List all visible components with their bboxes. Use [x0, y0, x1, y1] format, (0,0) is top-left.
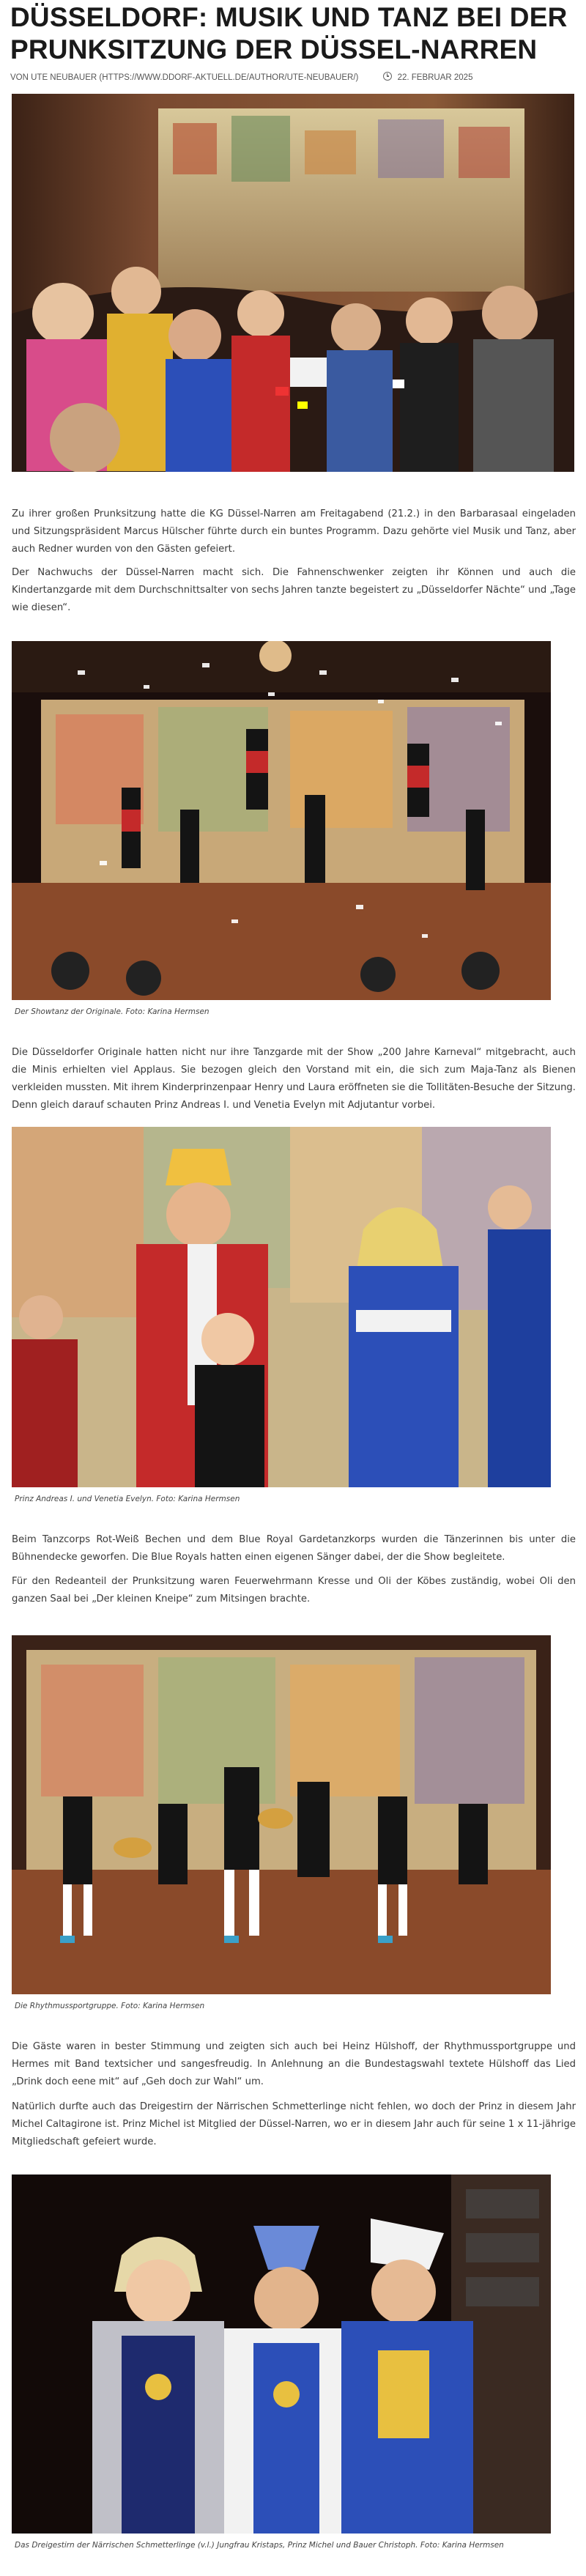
clock-icon [383, 72, 392, 81]
paragraph-2: Der Nachwuchs der Düssel-Narren macht sich. Die Fahnenschwenker zeigten ihr Können und auch die Kindertanzgarde mit dem Durchschnittsalter von sechs Jahren tanzte begeistert zu „Düsseldorfer Nächte“ und „Tage wie diesen“. [12, 567, 576, 613]
photo-audience-illustration [12, 94, 574, 472]
article-title: DÜSSELDORF: MUSIK UND TANZ BEI DER PRUNKSITZUNG DER DÜSSEL-NARREN [10, 2, 568, 64]
caption-2: Prinz Andreas I. und Venetia Evelyn. Foto: Karina Hermsen [15, 1495, 240, 1503]
paragraph-4: Beim Tanzcorps Rot-Weiß Bechen und dem Blue Royal Gardetanzkorps wurden die Tänzerinnen bis unter die Bühnendecke geworfen. Die Blue Royals hatten einen eigenen Sänger dabei, der die Show begleitete. [12, 1534, 576, 1563]
article-date-wrap [383, 71, 473, 84]
photo-dreigestirn-illustration [12, 2175, 551, 2534]
photo-rhythmussportgruppe [12, 1635, 551, 1994]
article-date: 22. FEBRUAR 2025 [397, 73, 473, 82]
paragraph-3: Die Düsseldorfer Originale hatten nicht nur ihre Tanzgarde mit der Show „200 Jahre Karneval“ mitgebracht, auch die Minis erhielten viel Applaus. Sie bezogen gleich den Vorstand mit ein, die sich zum Maja-Tanz als Bienen verkleiden mussten. Mit ihrem Kinderprinzenpaar Henry und Laura eröffneten sie die Tollitäten-Besuche der Sitzung. Denn gleich darauf schauten Prinz Andreas I. und Venetia Evelyn mit Adjutantur vorbei. [12, 1047, 576, 1111]
photo-dreigestirn [12, 2175, 551, 2534]
photo-audience [12, 94, 574, 472]
article-author[interactable]: VON UTE NEUBAUER (HTTPS://WWW.DDORF-AKTUELL.DE/AUTHOR/UTE-NEUBAUER/) [10, 73, 359, 82]
paragraph-1: Zu ihrer großen Prunksitzung hatte die KG Düssel-Narren am Freitagabend (21.2.) in den Barbarasaal eingeladen und Sitzungspräsident Marcus Hülscher führte durch ein buntes Programm. Dazu gehörte viel Musik und Tanz, aber auch Redner wurden von den Gästen gefeiert. [12, 508, 576, 555]
photo-showtanz-illustration [12, 641, 551, 1000]
article-meta [10, 71, 576, 84]
paragraph-6: Die Gäste waren in bester Stimmung und zeigten sich auch bei Heinz Hülshoff, der Rhythmussportgruppe und Hermes mit Band textsicher und sangesfreudig. In Anlehnung an die Bundestagswahl textete Hülshoff das Lied „Drink doch eene mit“ auf „Geh doch zur Wahl“ um. [12, 2041, 576, 2087]
caption-1: Der Showtanz der Originale. Foto: Karina Hermsen [15, 1007, 209, 1016]
photo-prinzenpaar [12, 1127, 551, 1487]
photo-prinzenpaar-illustration [12, 1127, 551, 1487]
photo-showtanz [12, 641, 551, 1000]
paragraph-7: Natürlich durfte auch das Dreigestirn der Närrischen Schmetterlinge nicht fehlen, wo doch der Prinz in diesem Jahr Michel Caltagirone ist. Prinz Michel ist Mitglied der Düssel-Narren, wo er in diesem Jahr auch für seine 1 x 11-jährige Mitgliedschaft gefeiert wurde. [12, 2101, 576, 2147]
caption-3: Die Rhythmussportgruppe. Foto: Karina Hermsen [15, 2002, 205, 2010]
caption-4: Das Dreigestirn der Närrischen Schmetterlinge (v.l.) Jungfrau Kristaps, Prinz Michel und Bauer Christoph. Foto: Karina Hermsen [15, 2541, 504, 2550]
paragraph-5: Für den Redeanteil der Prunksitzung waren Feuerwehrmann Kresse und Oli der Köbes zuständig, wobei Oli den ganzen Saal bei „Der kleinen Kneipe“ zum Mitsingen brachte. [12, 1576, 576, 1605]
photo-rhythmussportgruppe-illustration [12, 1635, 551, 1994]
